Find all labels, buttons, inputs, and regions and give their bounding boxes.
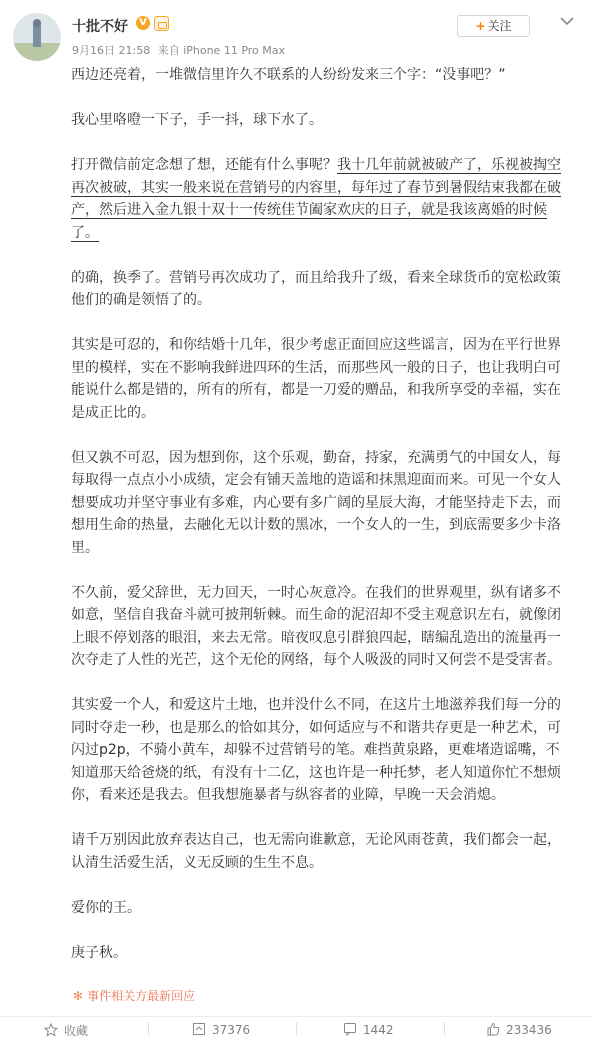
comment-count: 1442: [363, 1023, 394, 1037]
favorite-button[interactable]: [44, 1022, 88, 1038]
chevron-down-icon[interactable]: [557, 14, 577, 30]
paragraph-10: 爱你的王。: [71, 899, 141, 916]
paragraph-9: 请千万别因此放弃表达自己，也无需向谁歉意，无论风雨苍黄，我们都会一起，认清生活爱生活，义无反顾的生生不息。: [71, 832, 561, 871]
divider: [444, 1022, 445, 1036]
member-level-icon: [154, 16, 169, 31]
paragraph-2: 我心里咯噔一下子，手一抖，球下水了。: [71, 112, 323, 128]
avatar[interactable]: [13, 13, 61, 61]
post-meta: [72, 42, 285, 58]
author-name[interactable]: 十批不好: [72, 19, 128, 35]
action-bar: [0, 1016, 592, 1038]
post-content: [71, 64, 563, 976]
topic-link[interactable]: [73, 987, 195, 1004]
avatar-photo-icon: [13, 13, 61, 61]
repost-button[interactable]: [192, 1022, 250, 1038]
plus-icon: +: [475, 19, 486, 33]
paragraph-4: 的确，换季了。营销号再次成功了，而且给我升了级，看来全球货币的宽松政策他们的确是领悟了的。: [71, 269, 561, 308]
comment-button[interactable]: [343, 1022, 394, 1038]
paragraph-7: 不久前，爱父辞世，无力回天，一时心灰意冷。在我们的世界观里，纵有诸多不如意，坚信自我奋斗就可披荆斩棘。而生命的泥沼却不受主观意识左右，就像闭上眼不停划落的眼泪，来去无常。暗夜叹息引群狼四起，瞎编乱造出的流量再一次夺走了人性的光芒，这个无伦的网络，每个人吸汲的同时又何尝不是受害者。: [71, 584, 561, 668]
follow-label: 关注: [487, 19, 512, 33]
divider: [296, 1022, 297, 1036]
follow-button[interactable]: [457, 15, 530, 37]
flower-icon: ✻: [73, 989, 84, 1003]
paragraph-1: 西边还亮着，一堆微信里许久不联系的人纷纷发来三个字：“没事吧？”: [71, 67, 506, 83]
star-icon: [44, 1023, 58, 1037]
paragraph-5: 其实是可忍的，和你结婚十几年，很少考虑正面回应这些谣言，因为在平行世界里的模样，实在不影响我鲜进四环的生活，而那些风一般的日子，也让我明白可能说什么都是错的，所有的所有，都是一刀爱的赠品，和我所享受的幸福，实在是成正比的。: [71, 337, 561, 421]
like-count: 233436: [506, 1023, 552, 1037]
post-source: 来自 iPhone 11 Pro Max: [157, 44, 286, 57]
like-button[interactable]: [486, 1022, 552, 1038]
topic-label: 事件相关方最新回应: [87, 989, 196, 1003]
paragraph-3: [71, 154, 563, 244]
repost-count: 37376: [212, 1023, 251, 1037]
paragraph-3-plain: 打开微信前定念想了想，还能有什么事呢？: [71, 157, 337, 173]
comment-icon: [343, 1022, 357, 1036]
verified-v-icon: V: [136, 16, 150, 30]
divider: [148, 1022, 149, 1036]
favorite-label: 收藏: [64, 1024, 89, 1038]
repost-icon: [192, 1022, 206, 1036]
paragraph-3-underlined: 我十几年前就被破产了，乐视被掏空再次被破，其实一般来说在营销号的内容里，每年过了春节到暑假结束我都在破产，然后进入金九银十双十一传统佳节阖家欢庆的日子，就是我该离婚的时候了。: [71, 157, 561, 241]
post-header: [0, 0, 592, 62]
paragraph-11: 庚子秋。: [71, 944, 127, 961]
paragraph-6: 但又孰不可忍，因为想到你，这个乐观，勤奋，持家，充满勇气的中国女人，每每取得一点点小小成绩，定会有铺天盖地的造谣和抹黑迎面而来。可见一个女人想要成功并坚守事业有多难，内心要有多广阔的星辰大海，才能坚持走下去，而想用生命的热量，去融化无以计数的黑冰，一个女人的一生，到底需要多少卡洛里。: [71, 449, 561, 556]
paragraph-8: 其实爱一个人，和爱这片土地，也并没什么不同，在这片土地滋养我们每一分的同时夺走一秒，也是那么的恰如其分，如何适应与不和谐共存更是一种艺术，可闪过p2p，不骑小黄车，却躲不过营销号的笔。难挡黄泉路，更难堵造谣嘴，不知道那天给爸烧的纸，有没有十二亿，这也许是一种托梦，老人知道你忙不想烦你，看来还是我去。但我想施暴者与纵容者的业障，早晚一天会消熄。: [71, 697, 561, 803]
post-time[interactable]: 9月16日 21:58: [72, 44, 151, 57]
thumbs-up-icon: [486, 1022, 500, 1036]
